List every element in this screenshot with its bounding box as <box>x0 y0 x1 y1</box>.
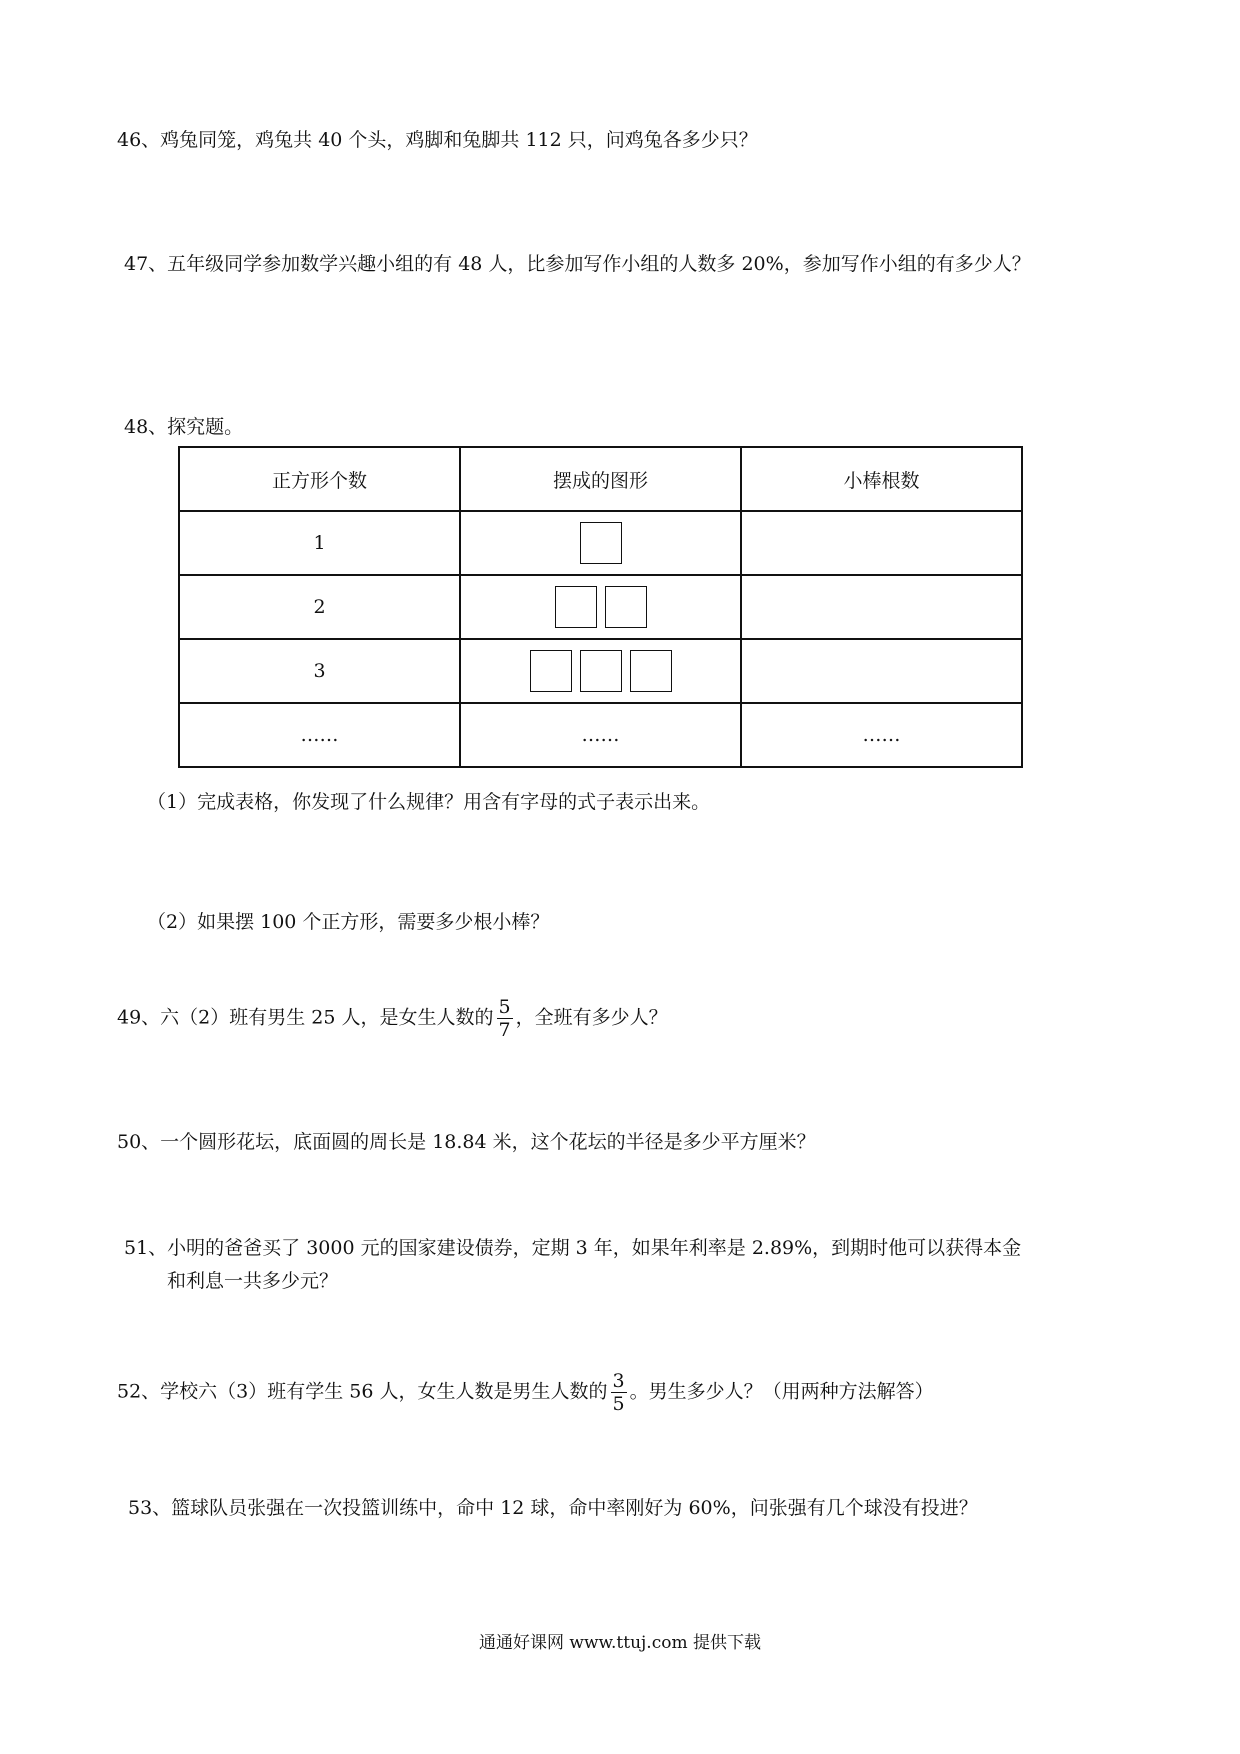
square-count-cell: 1 <box>179 511 460 575</box>
question-50: 50、一个圆形花坛，底面圆的周长是 18.84 米，这个花坛的半径是多少平方厘米？ <box>117 1131 816 1153</box>
square-shape <box>530 650 572 692</box>
question-53: 53、篮球队员张强在一次投篮训练中，命中 12 球，命中率刚好为 60%，问张强有几个球没有投进？ <box>128 1497 978 1519</box>
question-52-text-start: 52、学校六（3）班有学生 56 人，女生人数是男生人数的 <box>117 1380 608 1403</box>
square-shape <box>555 586 597 628</box>
question-47: 47、五年级同学参加数学兴趣小组的有 48 人，比参加写作小组的人数多 20%，参加写作小组的有多少人？ <box>124 253 1031 275</box>
figure-cell <box>460 639 741 703</box>
stick-count-cell <box>741 639 1022 703</box>
figure-cell <box>460 575 741 639</box>
square-shape <box>605 586 647 628</box>
question-49 <box>117 996 668 1041</box>
exploration-table <box>178 446 1023 768</box>
stick-count-cell <box>741 511 1022 575</box>
question-48-part-1: （1）完成表格，你发现了什么规律？用含有字母的式子表示出来。 <box>147 791 711 813</box>
fraction-five-sevenths <box>497 996 513 1041</box>
header-stick-count: 小棒根数 <box>741 447 1022 511</box>
square-shape <box>580 650 622 692</box>
question-49-text-end: ，全班有多少人？ <box>515 1006 668 1029</box>
page-footer: 通通好课网 www.ttuj.com 提供下载 <box>478 1633 761 1653</box>
question-51-line-2: 和利息一共多少元？ <box>167 1270 339 1292</box>
square-count-cell: 2 <box>179 575 460 639</box>
fraction-numerator: 5 <box>498 996 511 1018</box>
fraction-denominator: 7 <box>498 1019 511 1041</box>
square-shape <box>630 650 672 692</box>
question-46: 46、鸡兔同笼，鸡兔共 40 个头，鸡脚和兔脚共 112 只，问鸡兔各多少只？ <box>117 129 758 151</box>
ellipsis-cell: …… <box>741 703 1022 767</box>
ellipsis-cell: …… <box>460 703 741 767</box>
header-square-count: 正方形个数 <box>179 447 460 511</box>
table-row <box>179 575 1022 639</box>
fraction-denominator: 5 <box>612 1393 625 1415</box>
question-48-title: 48、探究题。 <box>124 416 244 438</box>
fraction-numerator: 3 <box>612 1370 625 1392</box>
header-figure: 摆成的图形 <box>460 447 741 511</box>
figure-cell <box>460 511 741 575</box>
square-shape <box>580 522 622 564</box>
table-row <box>179 639 1022 703</box>
table-ellipsis-row <box>179 703 1022 767</box>
question-51-line-1: 51、小明的爸爸买了 3000 元的国家建设债券，定期 3 年，如果年利率是 2.89%，到期时他可以获得本金 <box>124 1237 1022 1259</box>
ellipsis-cell: …… <box>179 703 460 767</box>
stick-count-cell <box>741 575 1022 639</box>
table-header-row <box>179 447 1022 511</box>
question-52 <box>117 1370 934 1415</box>
fraction-three-fifths <box>611 1370 627 1415</box>
square-count-cell: 3 <box>179 639 460 703</box>
question-48-part-2: （2）如果摆 100 个正方形，需要多少根小棒？ <box>147 911 550 933</box>
question-52-text-end: 。男生多少人？（用两种方法解答） <box>629 1380 934 1403</box>
question-49-text-start: 49、六（2）班有男生 25 人，是女生人数的 <box>117 1006 494 1029</box>
table-row <box>179 511 1022 575</box>
